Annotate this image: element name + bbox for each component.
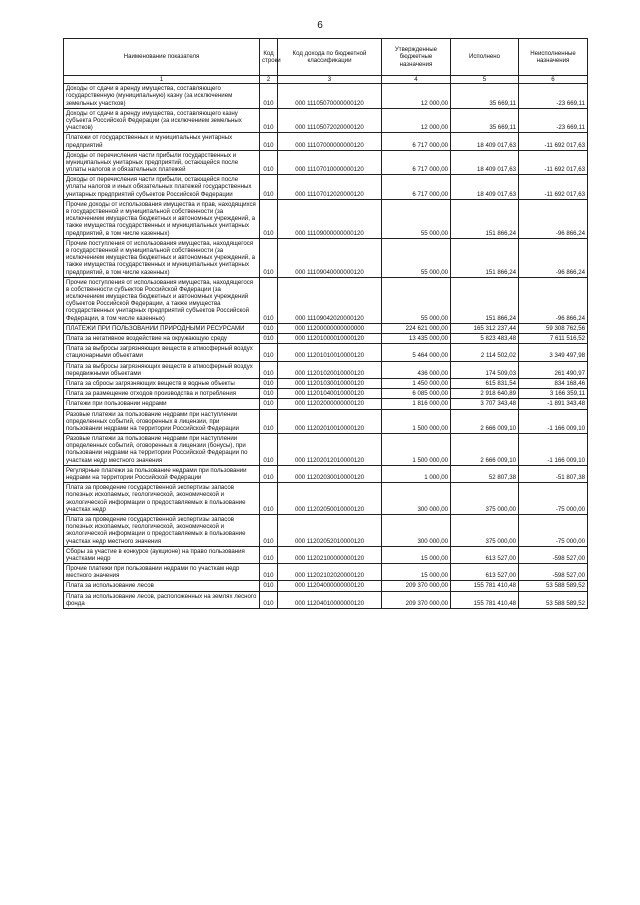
budget-code: 000 11107012020000120 <box>278 175 382 200</box>
budget-code: 000 11107000000000120 <box>278 133 382 150</box>
approved-amount: 300 000,00 <box>382 514 451 546</box>
line-code: 010 <box>260 514 278 546</box>
indicator-name: Сборы за участие в конкурсе (аукционе) на право пользования участками недр <box>64 546 260 563</box>
indicator-name: Плата за сбросы загрязняющих веществ в водные объекты <box>64 378 260 388</box>
indicator-name: Плата за использование лесов, расположенных на землях лесного фонда <box>64 591 260 608</box>
executed-amount: 174 509,03 <box>451 361 519 378</box>
table-row <box>64 277 588 323</box>
unexecuted-amount: -51 807,38 <box>519 465 588 482</box>
indicator-name: Прочие платежи при пользовании недрами по участкам недр местного значения <box>64 564 260 581</box>
column-header-budget-code: Код дохода по бюджетной классификации <box>278 39 382 76</box>
unexecuted-amount: -598 527,00 <box>519 546 588 563</box>
line-code: 010 <box>260 108 278 133</box>
budget-code: 000 11107010000000120 <box>278 150 382 175</box>
unexecuted-amount: 3 349 497,98 <box>519 344 588 361</box>
approved-amount: 209 370 000,00 <box>382 581 451 591</box>
unexecuted-amount: 59 308 762,56 <box>519 323 588 333</box>
budget-code: 000 11202012010000120 <box>278 434 382 466</box>
indicator-name: Плата за размещение отходов производства и потребления <box>64 389 260 399</box>
indicator-name: Платежи при пользовании недрами <box>64 399 260 409</box>
table-row <box>64 581 588 591</box>
executed-amount: 18 409 017,63 <box>451 133 519 150</box>
budget-code: 000 11202030010000120 <box>278 465 382 482</box>
indicator-name: Доходы от сдачи в аренду имущества, составляющего государственную (муниципальную) казну (за исключением земельных участков) <box>64 84 260 109</box>
approved-amount: 1 500 000,00 <box>382 434 451 466</box>
executed-amount: 35 669,11 <box>451 84 519 109</box>
executed-amount: 2 666 009,10 <box>451 409 519 434</box>
unexecuted-amount: -1 166 009,10 <box>519 434 588 466</box>
budget-code: 000 11201040010000120 <box>278 389 382 399</box>
budget-code: 000 11109000000000120 <box>278 199 382 238</box>
approved-amount: 1 450 000,00 <box>382 378 451 388</box>
table-body <box>64 84 588 609</box>
unexecuted-amount: 53 588 589,52 <box>519 591 588 608</box>
line-code: 010 <box>260 344 278 361</box>
executed-amount: 2 918 640,89 <box>451 389 519 399</box>
column-number: 3 <box>278 76 382 84</box>
executed-amount: 151 866,24 <box>451 238 519 277</box>
table-row <box>64 564 588 581</box>
budget-code: 000 11202050010000120 <box>278 483 382 515</box>
indicator-name: Плата за проведение государственной экспертизы запасов полезных ископаемых, геологической, экономической и экологической информации о предоставляемых в пользование участках недр <box>64 483 260 515</box>
table-row <box>64 133 588 150</box>
table-row <box>64 84 588 109</box>
budget-code: 000 11202052010000120 <box>278 514 382 546</box>
executed-amount: 155 781 410,48 <box>451 581 519 591</box>
header-row <box>64 39 588 76</box>
executed-amount: 613 527,00 <box>451 564 519 581</box>
budget-code: 000 11204010000000120 <box>278 591 382 608</box>
indicator-name: ПЛАТЕЖИ ПРИ ПОЛЬЗОВАНИИ ПРИРОДНЫМИ РЕСУРСАМИ <box>64 323 260 333</box>
table-row <box>64 150 588 175</box>
executed-amount: 52 807,38 <box>451 465 519 482</box>
approved-amount: 15 000,00 <box>382 564 451 581</box>
executed-amount: 151 866,24 <box>451 199 519 238</box>
unexecuted-amount: -96 866,24 <box>519 277 588 323</box>
approved-amount: 436 000,00 <box>382 361 451 378</box>
indicator-name: Плата за негативное воздействие на окружающую среду <box>64 334 260 344</box>
unexecuted-amount: -11 692 017,63 <box>519 150 588 175</box>
indicator-name: Доходы от перечисления части прибыли государственных и муниципальных унитарных предприятий, остающейся после уплаты налогов и обязательных платежей <box>64 150 260 175</box>
executed-amount: 613 527,00 <box>451 546 519 563</box>
indicator-name: Прочие доходы от использования имущества и прав, находящихся в государственной и муниципальной собственности (за исключением имущества бюджетных и автономных учреждений, а также имущества государственных и муниципальных унитарных предприятий, в том числе казенных) <box>64 199 260 238</box>
table-row <box>64 344 588 361</box>
approved-amount: 1 816 000,00 <box>382 399 451 409</box>
line-code: 010 <box>260 581 278 591</box>
line-code: 010 <box>260 175 278 200</box>
line-code: 010 <box>260 277 278 323</box>
unexecuted-amount: -1 891 343,48 <box>519 399 588 409</box>
budget-code: 000 11109040000000120 <box>278 238 382 277</box>
approved-amount: 5 464 000,00 <box>382 344 451 361</box>
line-code: 010 <box>260 483 278 515</box>
table-row <box>64 434 588 466</box>
indicator-name: Доходы от перечисления части прибыли, остающейся после уплаты налогов и иных обязательных платежей государственных унитарных предприятий субъектов Российской Федерации <box>64 175 260 200</box>
unexecuted-amount: 834 168,46 <box>519 378 588 388</box>
budget-code: 000 11204000000000120 <box>278 581 382 591</box>
executed-amount: 375 000,00 <box>451 514 519 546</box>
column-number: 4 <box>382 76 451 84</box>
line-code: 010 <box>260 546 278 563</box>
unexecuted-amount: -96 866,24 <box>519 238 588 277</box>
table-row <box>64 334 588 344</box>
approved-amount: 6 717 000,00 <box>382 175 451 200</box>
executed-amount: 2 114 502,02 <box>451 344 519 361</box>
table-row <box>64 108 588 133</box>
table-row <box>64 465 588 482</box>
line-code: 010 <box>260 361 278 378</box>
budget-code: 000 11200000000000000 <box>278 323 382 333</box>
approved-amount: 6 717 000,00 <box>382 150 451 175</box>
indicator-name: Разовые платежи за пользование недрами при наступлении определенных событий, оговоренных в лицензии (бонусы), при пользовании недрами на территории Российской Федерации по участкам недр местного значения <box>64 434 260 466</box>
budget-code: 000 11201020010000120 <box>278 361 382 378</box>
line-code: 010 <box>260 378 278 388</box>
table-row <box>64 591 588 608</box>
line-code: 010 <box>260 84 278 109</box>
approved-amount: 15 000,00 <box>382 546 451 563</box>
table-row <box>64 199 588 238</box>
table-row <box>64 175 588 200</box>
budget-code: 000 11201030010000120 <box>278 378 382 388</box>
executed-amount: 615 831,54 <box>451 378 519 388</box>
unexecuted-amount: -11 692 017,63 <box>519 175 588 200</box>
budget-code: 000 11105072020000120 <box>278 108 382 133</box>
indicator-name: Регулярные платежи за пользование недрами при пользовании недрами на территории Российской Федерации <box>64 465 260 482</box>
column-header-unexecuted: Неисполненные назначения <box>519 39 588 76</box>
unexecuted-amount: -23 669,11 <box>519 108 588 133</box>
table-row <box>64 409 588 434</box>
approved-amount: 1 000,00 <box>382 465 451 482</box>
unexecuted-amount: -75 000,00 <box>519 483 588 515</box>
executed-amount: 5 823 483,48 <box>451 334 519 344</box>
table-row <box>64 238 588 277</box>
line-code: 010 <box>260 591 278 608</box>
table-row <box>64 361 588 378</box>
indicator-name: Плата за проведение государственной экспертизы запасов полезных ископаемых, геологической, экономической и экологической информации о предоставляемых в пользование участках недр местного значения <box>64 514 260 546</box>
indicator-name: Платежи от государственных и муниципальных унитарных предприятий <box>64 133 260 150</box>
unexecuted-amount: -11 692 017,63 <box>519 133 588 150</box>
column-header-executed: Исполнено <box>451 39 519 76</box>
unexecuted-amount: -23 669,11 <box>519 84 588 109</box>
approved-amount: 12 000,00 <box>382 84 451 109</box>
approved-amount: 13 435 000,00 <box>382 334 451 344</box>
table-row <box>64 323 588 333</box>
budget-code: 000 11105070000000120 <box>278 84 382 109</box>
budget-code: 000 11109042020000120 <box>278 277 382 323</box>
table-row <box>64 546 588 563</box>
indicator-name: Плата за выбросы загрязняющих веществ в атмосферный воздух стационарными объектами <box>64 344 260 361</box>
unexecuted-amount: -1 166 009,10 <box>519 409 588 434</box>
table-row <box>64 389 588 399</box>
approved-amount: 6 717 000,00 <box>382 133 451 150</box>
indicator-name: Доходы от сдачи в аренду имущества, составляющего казну субъекта Российской Федерации (за исключением земельных участков) <box>64 108 260 133</box>
column-number: 1 <box>64 76 260 84</box>
unexecuted-amount: -598 527,00 <box>519 564 588 581</box>
column-header-approved: Утвержденные бюджетные назначения <box>382 39 451 76</box>
column-number-row <box>64 76 588 84</box>
column-header-line-code: Код строки <box>260 39 278 76</box>
line-code: 010 <box>260 564 278 581</box>
page-number: 6 <box>317 20 323 31</box>
approved-amount: 1 500 000,00 <box>382 409 451 434</box>
executed-amount: 3 707 343,48 <box>451 399 519 409</box>
executed-amount: 18 409 017,63 <box>451 175 519 200</box>
line-code: 010 <box>260 323 278 333</box>
executed-amount: 18 409 017,63 <box>451 150 519 175</box>
unexecuted-amount: -75 000,00 <box>519 514 588 546</box>
budget-code: 000 11202010010000120 <box>278 409 382 434</box>
executed-amount: 375 000,00 <box>451 483 519 515</box>
budget-execution-table <box>63 38 588 609</box>
indicator-name: Плата за выбросы загрязняющих веществ в атмосферный воздух передвижными объектами <box>64 361 260 378</box>
budget-code: 000 11201000010000120 <box>278 334 382 344</box>
budget-code: 000 11202102020000120 <box>278 564 382 581</box>
executed-amount: 151 866,24 <box>451 277 519 323</box>
unexecuted-amount: -96 866,24 <box>519 199 588 238</box>
unexecuted-amount: 261 490,97 <box>519 361 588 378</box>
executed-amount: 165 312 237,44 <box>451 323 519 333</box>
line-code: 010 <box>260 389 278 399</box>
budget-code: 000 11202100000000120 <box>278 546 382 563</box>
budget-code: 000 11202000000000120 <box>278 399 382 409</box>
indicator-name: Прочие поступления от использования имущества, находящегося в государственной и муниципальной собственности (за исключением имущества бюджетных и автономных учреждений, а также имущества государственных и муниципальных унитарных предприятий, в том числе казенных) <box>64 238 260 277</box>
line-code: 010 <box>260 199 278 238</box>
indicator-name: Плата за использование лесов <box>64 581 260 591</box>
line-code: 010 <box>260 409 278 434</box>
approved-amount: 55 000,00 <box>382 277 451 323</box>
table-row <box>64 483 588 515</box>
line-code: 010 <box>260 434 278 466</box>
table-row <box>64 378 588 388</box>
line-code: 010 <box>260 150 278 175</box>
column-number: 5 <box>451 76 519 84</box>
approved-amount: 6 085 000,00 <box>382 389 451 399</box>
table-row <box>64 514 588 546</box>
approved-amount: 209 370 000,00 <box>382 591 451 608</box>
table-row <box>64 399 588 409</box>
approved-amount: 55 000,00 <box>382 238 451 277</box>
line-code: 010 <box>260 334 278 344</box>
approved-amount: 55 000,00 <box>382 199 451 238</box>
column-number: 2 <box>260 76 278 84</box>
approved-amount: 300 000,00 <box>382 483 451 515</box>
budget-code: 000 11201010010000120 <box>278 344 382 361</box>
executed-amount: 155 781 410,48 <box>451 591 519 608</box>
indicator-name: Прочие поступления от использования имущества, находящегося в собственности субъектов Российской Федерации (за исключением имущества бюджетных и автономных учреждений субъектов Российской Федерации, а также имущества государственных унитарных предприятий субъектов Российской Федерации, в том числе казенных) <box>64 277 260 323</box>
approved-amount: 12 000,00 <box>382 108 451 133</box>
executed-amount: 35 669,11 <box>451 108 519 133</box>
column-number: 6 <box>519 76 588 84</box>
line-code: 010 <box>260 133 278 150</box>
unexecuted-amount: 3 166 359,11 <box>519 389 588 399</box>
line-code: 010 <box>260 399 278 409</box>
executed-amount: 2 666 009,10 <box>451 434 519 466</box>
unexecuted-amount: 53 588 589,52 <box>519 581 588 591</box>
line-code: 010 <box>260 238 278 277</box>
column-header-name: Наименование показателя <box>64 39 260 76</box>
unexecuted-amount: 7 611 516,52 <box>519 334 588 344</box>
line-code: 010 <box>260 465 278 482</box>
approved-amount: 224 621 000,00 <box>382 323 451 333</box>
indicator-name: Разовые платежи за пользование недрами при наступлении определенных событий, оговоренных в лицензии, при пользовании недрами на территории Российской Федерации <box>64 409 260 434</box>
